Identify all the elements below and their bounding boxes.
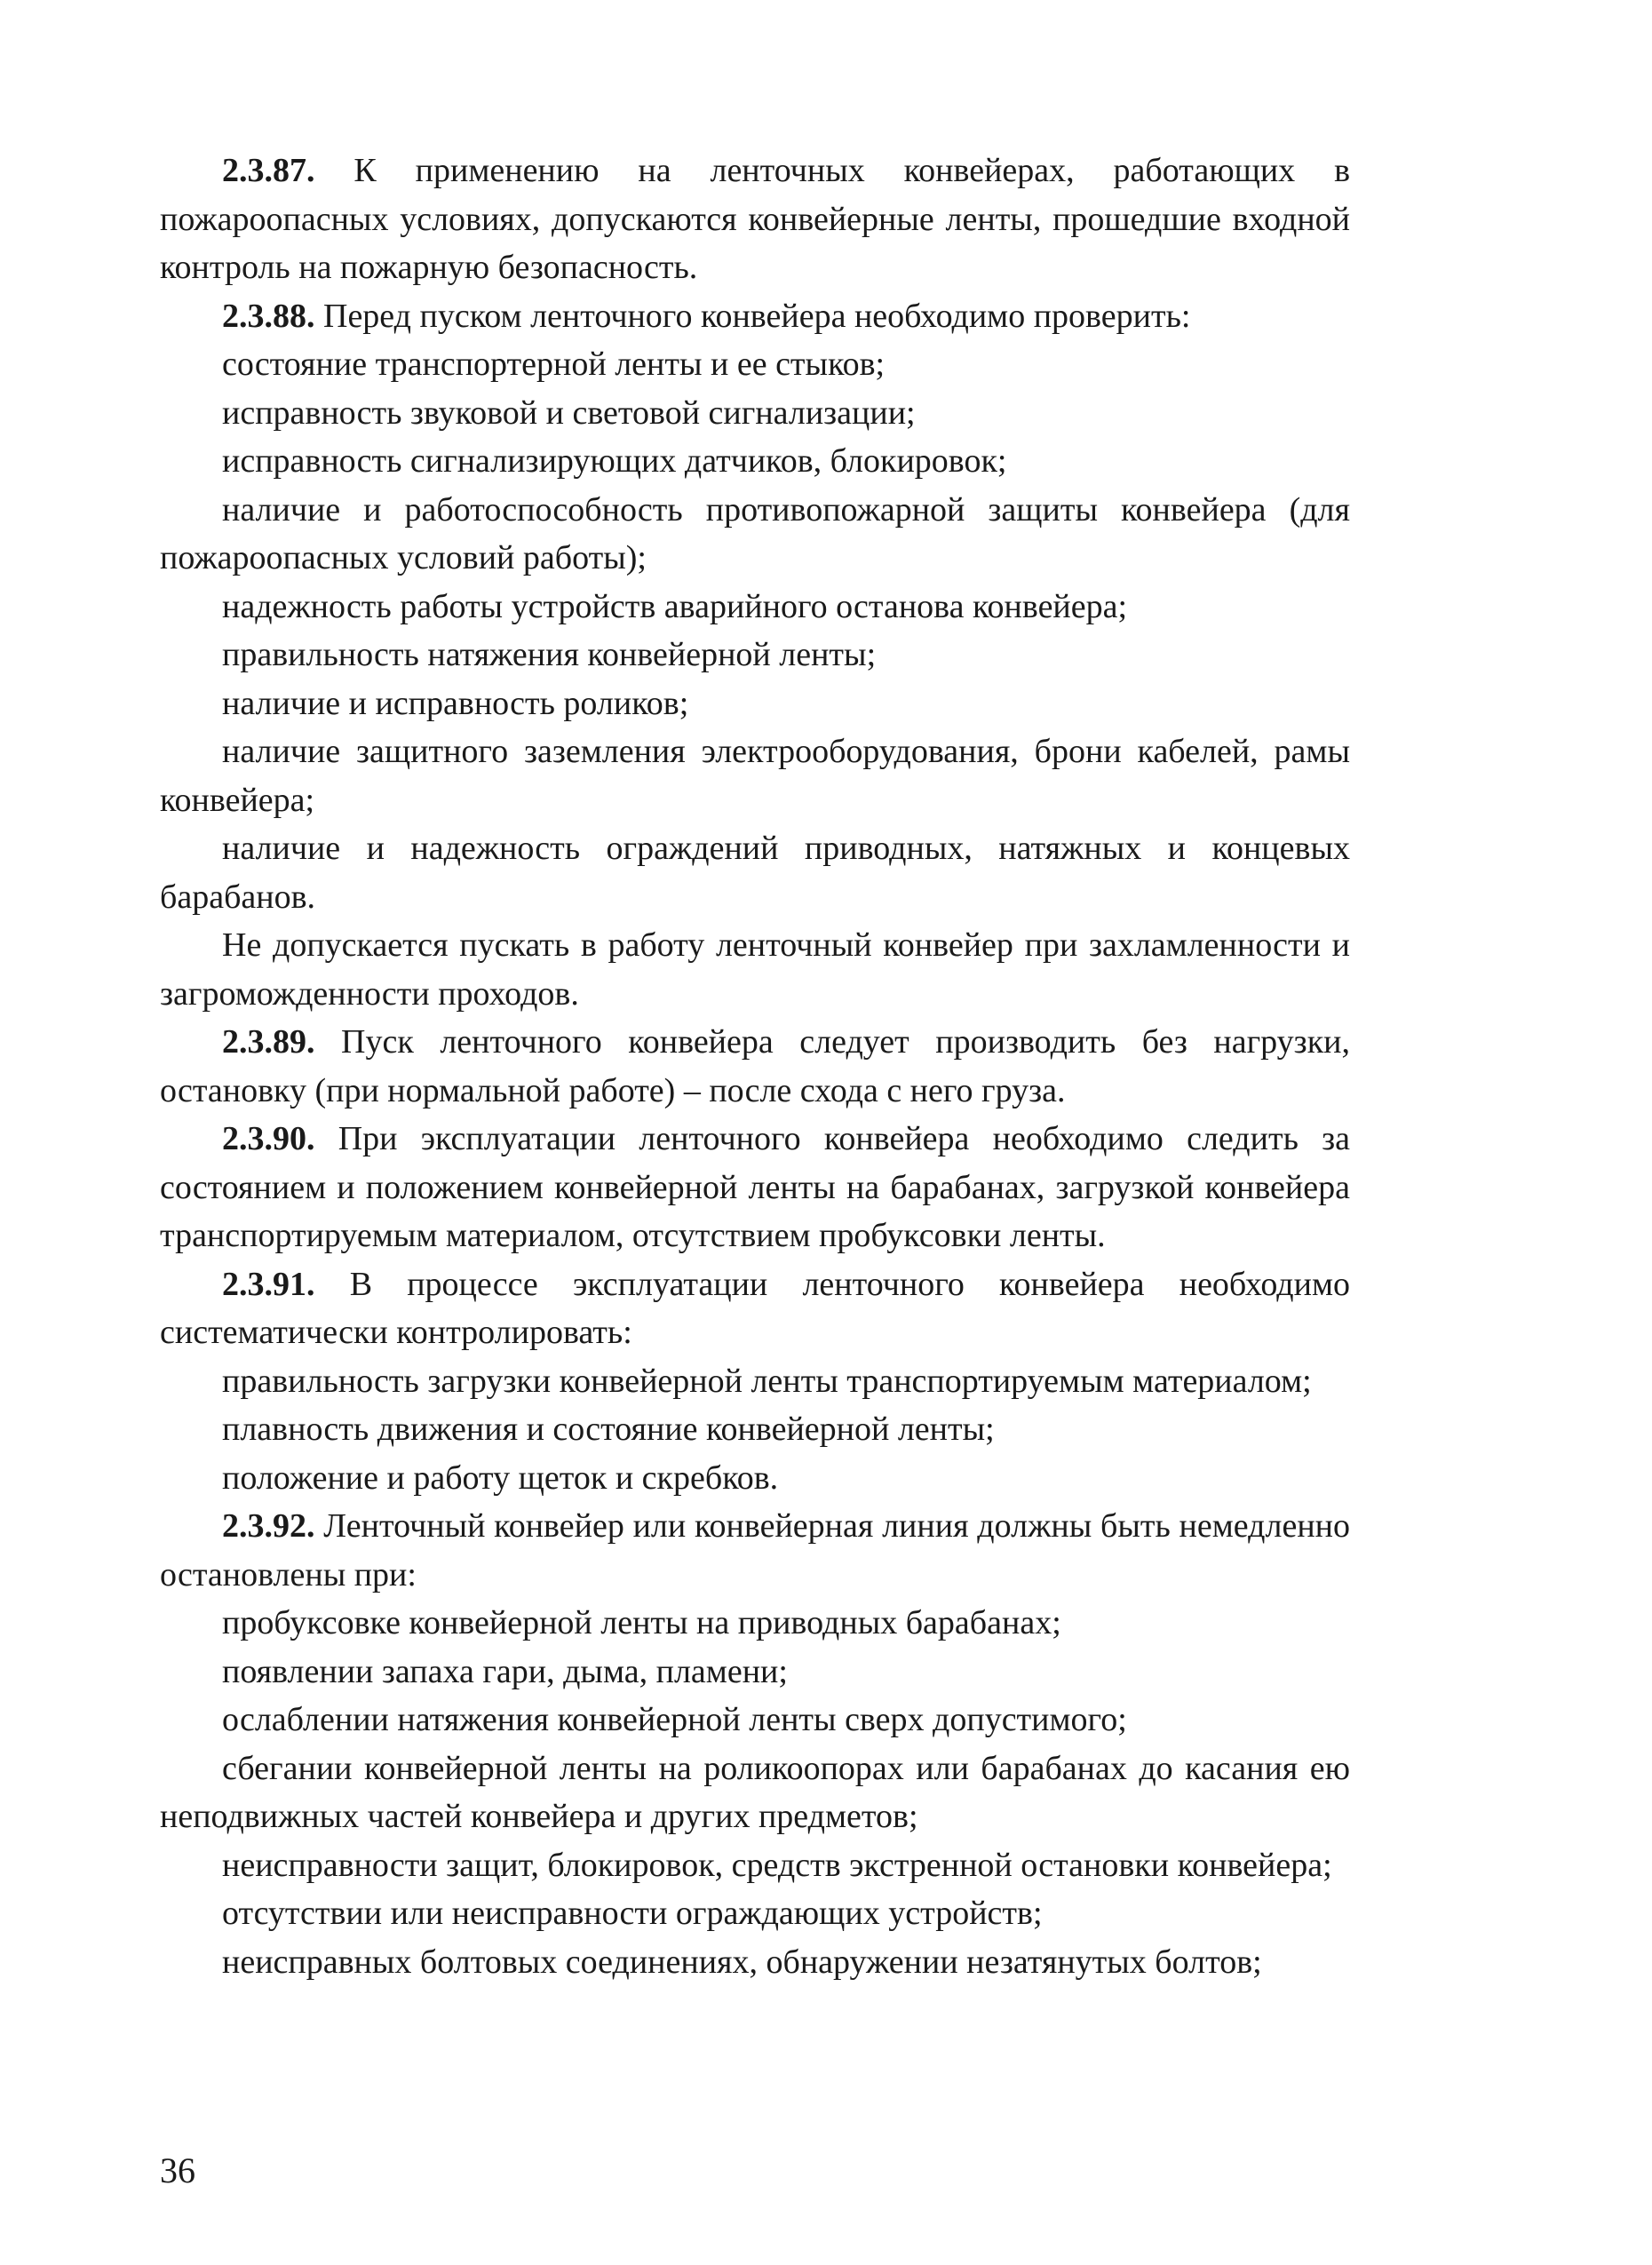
clause-number: 2.3.87. xyxy=(222,152,315,189)
clause-text: Перед пуском ленточного конвейера необходимо проверить: xyxy=(323,297,1191,335)
list-item: наличие защитного заземления электрооборудования, брони кабелей, рамы конвейера; xyxy=(160,733,1350,819)
list-item: исправность звуковой и световой сигнализации; xyxy=(222,393,916,432)
list-item: правильность натяжения конвейерной ленты; xyxy=(222,636,877,673)
clause-text: В процессе эксплуатации ленточного конвейера необходимо систематически контролировать: xyxy=(160,1265,1350,1351)
list-item: надежность работы устройств аварийного останова конвейера; xyxy=(222,587,1128,625)
clause-number: 2.3.89. xyxy=(222,1023,315,1061)
clause-number: 2.3.88. xyxy=(222,297,315,335)
list-item: отсутствии или неисправности ограждающих устройств; xyxy=(222,1895,1043,1932)
list-item: положение и работу щеток и скребков. xyxy=(222,1458,779,1497)
list-item: неисправных болтовых соединениях, обнаружении незатянутых болтов; xyxy=(222,1943,1262,1981)
clause-2-3-90 xyxy=(160,1115,1350,1260)
paragraph: Не допускается пускать в работу ленточный конвейер при захламленности и загроможденности проходов. xyxy=(160,926,1350,1013)
clause-2-3-88 xyxy=(160,292,1350,341)
page-number: 36 xyxy=(160,2150,195,2190)
clause-text: Ленточный конвейер или конвейерная линия должны быть немедленно остановлены при: xyxy=(160,1507,1350,1593)
clause-number: 2.3.92. xyxy=(222,1507,315,1545)
clause-number: 2.3.91. xyxy=(222,1265,315,1303)
list-item: правильность загрузки конвейерной ленты транспортируемым материалом; xyxy=(222,1362,1312,1400)
list-item: неисправности защит, блокировок, средств экстренной остановки конвейера; xyxy=(222,1846,1332,1884)
list-item: наличие и работоспособность противопожарной защиты конвейера (для пожароопасных условий работы); xyxy=(160,490,1350,576)
clause-text: К применению на ленточных конвейерах, работающих в пожароопасных условиях, допускаются конвейерные ленты, прошедшие входной контроль на пожарную безопасность. xyxy=(160,152,1351,286)
list-item: появлении запаха гари, дыма, пламени; xyxy=(222,1652,788,1690)
list-item: состояние транспортерной ленты и ее стыков; xyxy=(222,346,886,383)
list-item: наличие и исправность роликов; xyxy=(222,684,689,722)
list-item: исправность сигнализирующих датчиков, блокировок; xyxy=(222,442,1007,480)
clause-2-3-92 xyxy=(160,1502,1350,1599)
list-item: наличие и надежность ограждений приводных, натяжных и концевых барабанов. xyxy=(160,830,1350,916)
clause-2-3-91 xyxy=(160,1260,1350,1357)
clause-number: 2.3.90. xyxy=(222,1120,315,1157)
clause-2-3-87 xyxy=(160,147,1350,292)
clause-text: При эксплуатации ленточного конвейера необходимо следить за состоянием и положением конвейерной ленты на барабанах, загрузкой конвейера транспортируемым материалом, отсутствием пробуксовки ленты. xyxy=(160,1120,1351,1254)
list-item: плавность движения и состояние конвейерной ленты; xyxy=(222,1411,995,1448)
body-text xyxy=(160,147,1350,1986)
clause-2-3-89 xyxy=(160,1018,1350,1115)
clause-text: Пуск ленточного конвейера следует производить без нагрузки, остановку (при нормальной работе) – после схода с него груза. xyxy=(160,1023,1350,1109)
list-item: пробуксовке конвейерной ленты на приводных барабанах; xyxy=(222,1604,1061,1641)
list-item: ослаблении натяжения конвейерной ленты сверх допустимого; xyxy=(222,1701,1127,1738)
list-item: сбегании конвейерной ленты на роликоопорах или барабанах до касания ею неподвижных частей конвейера и других предметов; xyxy=(160,1749,1350,1835)
